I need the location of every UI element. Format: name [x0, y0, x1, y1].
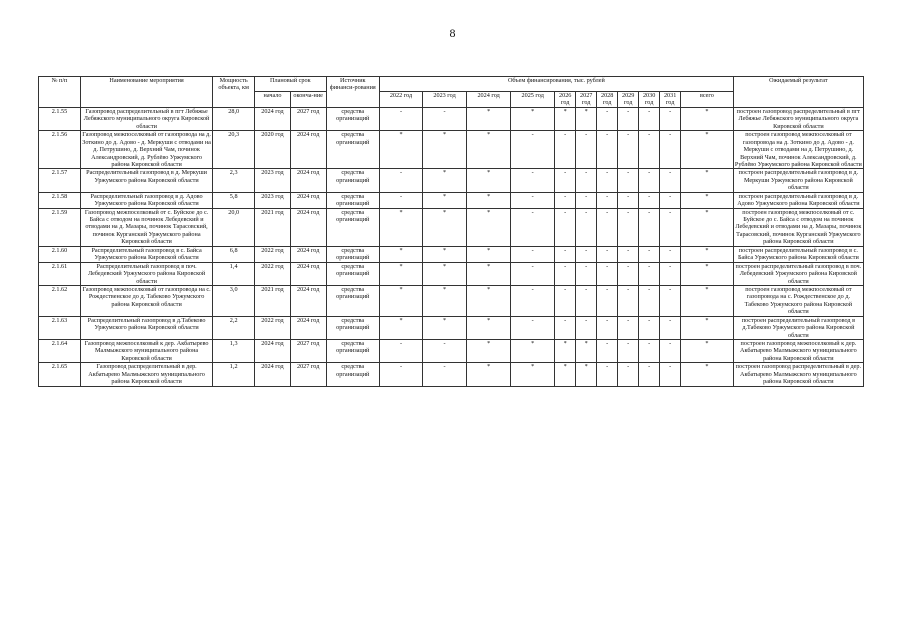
header-funding: Объем финансирования, тыс. рублей — [380, 77, 734, 92]
row-year-mark: - — [618, 340, 639, 363]
row-result: построен газопровод межпоселковый к дер. Акбатырево Малмыжского муниципального района Кировской области — [733, 340, 863, 363]
header-year: 2026 год — [555, 92, 576, 108]
row-year-mark: - — [511, 316, 555, 339]
row-year-mark: - — [618, 246, 639, 262]
row-capacity: 1,2 — [213, 363, 255, 386]
header-num: № п/п — [39, 77, 81, 108]
row-year-mark: * — [380, 316, 423, 339]
header-year: 2022 год — [380, 92, 423, 108]
row-number: 2.1.55 — [39, 107, 81, 130]
row-capacity: 20,0 — [213, 208, 255, 246]
row-year-mark: - — [660, 107, 681, 130]
row-year-mark: * — [467, 131, 511, 169]
row-year-mark: * — [511, 363, 555, 386]
row-capacity: 5,8 — [213, 192, 255, 208]
table-row — [39, 316, 864, 339]
row-year-mark: * — [467, 169, 511, 192]
table-body — [39, 107, 864, 386]
row-year-mark: - — [639, 208, 660, 246]
row-year-mark: * — [423, 262, 467, 285]
row-year-mark: - — [660, 285, 681, 316]
row-year-mark: * — [423, 285, 467, 316]
row-end: 2024 год — [290, 131, 326, 169]
row-start: 2021 год — [255, 285, 291, 316]
row-year-mark: - — [555, 316, 576, 339]
row-number: 2.1.62 — [39, 285, 81, 316]
table-row — [39, 192, 864, 208]
row-year-mark: - — [618, 131, 639, 169]
row-source: средства организаций — [326, 192, 380, 208]
row-year-mark: - — [380, 363, 423, 386]
row-year-mark: - — [597, 340, 618, 363]
row-name: Газопровод межпоселковый к дер. Акбатырево Малмыжского муниципального района Кировской области — [80, 340, 212, 363]
header-result: Ожидаемый результат — [733, 77, 863, 108]
row-year-mark: - — [380, 192, 423, 208]
row-year-mark: * — [467, 285, 511, 316]
row-name: Газопровод межпоселковый от газопровода на д. Зоткино до д. Адово - д. Меркуши с отводами на д. Петрушино, д. Верхний Чам, починок Александровский, д. Рублёво Уржумского района Кировской области — [82, 131, 211, 168]
row-year-mark: * — [423, 208, 467, 246]
table-row — [39, 208, 864, 246]
row-year-mark: - — [380, 107, 423, 130]
row-year-mark: - — [639, 285, 660, 316]
row-year-mark: - — [555, 208, 576, 246]
row-year-mark: - — [511, 285, 555, 316]
row-name: Распределительный газопровод в д. Адово Уржумского района Кировской области — [80, 192, 212, 208]
row-year-mark: - — [639, 262, 660, 285]
row-end: 2024 год — [290, 262, 326, 285]
header-year: 2030 год — [639, 92, 660, 108]
table-row — [39, 285, 864, 316]
row-source: средства организаций — [326, 107, 380, 130]
row-year-mark: - — [597, 169, 618, 192]
row-start: 2024 год — [255, 107, 291, 130]
row-year-mark: - — [380, 340, 423, 363]
row-year-mark: - — [555, 169, 576, 192]
row-total-mark: * — [681, 131, 734, 169]
page-number: 8 — [449, 26, 456, 40]
row-end: 2027 год — [290, 340, 326, 363]
row-year-mark: - — [511, 208, 555, 246]
row-capacity: 28,0 — [213, 107, 255, 130]
row-result: построен распределительный газопровод в с. Байса Уржумского района Кировской области — [733, 246, 863, 262]
row-start: 2023 год — [255, 169, 291, 192]
header-year: 2031 год — [660, 92, 681, 108]
row-capacity: 1,4 — [213, 262, 255, 285]
row-total-mark: * — [681, 262, 734, 285]
row-year-mark: - — [597, 363, 618, 386]
header-year: 2024 год — [467, 92, 511, 108]
row-name: Газопровод распределительный в пгт Лебяжье Лебяжского муниципального округа Кировской области — [80, 107, 212, 130]
row-year-mark: - — [639, 340, 660, 363]
row-number: 2.1.57 — [39, 169, 81, 192]
row-year-mark: - — [618, 316, 639, 339]
row-year-mark: - — [555, 192, 576, 208]
row-year-mark: - — [618, 285, 639, 316]
row-year-mark: * — [467, 316, 511, 339]
row-year-mark: - — [380, 169, 423, 192]
row-number: 2.1.61 — [39, 262, 81, 285]
header-period: Плановый срок — [255, 77, 326, 92]
row-source: средства организаций — [326, 316, 380, 339]
row-year-mark: - — [511, 246, 555, 262]
row-total-mark: * — [681, 246, 734, 262]
row-name: Газопровод межпоселковый от газопровода на с. Рождественское до д. Табеково Уржумского района Кировской области — [80, 285, 212, 316]
row-year-mark: * — [511, 340, 555, 363]
row-year-mark: - — [597, 107, 618, 130]
row-year-mark: - — [660, 169, 681, 192]
table-row — [39, 340, 864, 363]
row-year-mark: - — [511, 262, 555, 285]
row-result: построен распределительный газопровод в поч. Лебедевский Уржумского района Кировской области — [733, 262, 863, 285]
row-source: средства организаций — [326, 262, 380, 285]
row-number: 2.1.64 — [39, 340, 81, 363]
row-year-mark: - — [423, 363, 467, 386]
row-year-mark: - — [576, 131, 597, 169]
row-capacity: 20,3 — [213, 131, 255, 169]
header-total: всего — [681, 92, 734, 108]
row-number: 2.1.63 — [39, 316, 81, 339]
row-year-mark: * — [576, 363, 597, 386]
row-year-mark: * — [467, 340, 511, 363]
row-result: построен газопровод межпоселковый от газопровода на д. Зоткино до д. Адово - д. Меркуши с отводами на д. Петрушино, д. Верхний Чам, починок Александровский, д. Рублёво Уржумского района Кировской области — [734, 131, 862, 168]
table-row — [39, 107, 864, 130]
header-year: 2028 год — [597, 92, 618, 108]
row-result: построен газопровод распределительный в пгт Лебяжье Лебяжского муниципального округа Кировской области — [733, 107, 863, 130]
row-year-mark: * — [467, 192, 511, 208]
row-year-mark: - — [660, 316, 681, 339]
row-source: средства организаций — [326, 169, 380, 192]
row-year-mark: - — [576, 262, 597, 285]
row-year-mark: * — [511, 107, 555, 130]
row-name: Распределительный газопровод в д.Табеково Уржумского района Кировской области — [80, 316, 212, 339]
row-year-mark: - — [423, 107, 467, 130]
table-row — [39, 246, 864, 262]
row-source: средства организаций — [326, 131, 380, 169]
row-year-mark: * — [467, 246, 511, 262]
row-start: 2022 год — [255, 246, 291, 262]
row-capacity: 1,3 — [213, 340, 255, 363]
table-row — [39, 169, 864, 192]
row-source: средства организаций — [326, 340, 380, 363]
row-year-mark: - — [618, 192, 639, 208]
row-start: 2023 год — [255, 192, 291, 208]
row-year-mark: - — [576, 192, 597, 208]
row-result: построен распределительный газопровод в д.Табеково Уржумского района Кировской области — [733, 316, 863, 339]
row-year-mark: - — [618, 262, 639, 285]
row-year-mark: - — [423, 340, 467, 363]
row-capacity: 2,3 — [213, 169, 255, 192]
row-year-mark: - — [639, 107, 660, 130]
row-year-mark: * — [380, 246, 423, 262]
row-source: средства организаций — [326, 363, 380, 386]
table-header — [39, 77, 864, 108]
row-end: 2027 год — [290, 363, 326, 386]
row-total-mark: * — [681, 340, 734, 363]
row-year-mark: - — [618, 107, 639, 130]
header-start: начало — [255, 92, 291, 108]
row-year-mark: - — [511, 192, 555, 208]
row-year-mark: - — [555, 262, 576, 285]
row-end: 2024 год — [290, 316, 326, 339]
row-year-mark: - — [639, 192, 660, 208]
row-capacity: 3,0 — [213, 285, 255, 316]
row-year-mark: - — [597, 285, 618, 316]
header-year: 2023 год — [423, 92, 467, 108]
row-name: Газопровод межпоселковый от с. Буйское до с. Байса с отводом на починок Лебедевский и отводами на д. Мазары, починок Тарасовский, починок Курганский Уржумского района Кировской области — [80, 208, 212, 246]
row-start: 2020 год — [255, 131, 291, 169]
row-year-mark: - — [660, 262, 681, 285]
row-start: 2024 год — [255, 340, 291, 363]
row-year-mark: * — [380, 262, 423, 285]
row-year-mark: - — [660, 131, 681, 169]
row-source: средства организаций — [326, 285, 380, 316]
row-result: построен газопровод межпоселковый от газопровода на с. Рождественское до д. Табеково Уржумского района Кировской области — [733, 285, 863, 316]
table-row — [39, 262, 864, 285]
row-year-mark: - — [639, 246, 660, 262]
table-row — [39, 131, 864, 169]
row-start: 2021 год — [255, 208, 291, 246]
row-total-mark: * — [681, 285, 734, 316]
header-year: 2029 год — [618, 92, 639, 108]
row-year-mark: - — [576, 169, 597, 192]
row-name: Распределительный газопровод в поч. Лебедевский Уржумского района Кировской области — [80, 262, 212, 285]
row-total-mark: * — [681, 208, 734, 246]
row-year-mark: - — [597, 246, 618, 262]
row-end: 2027 год — [290, 107, 326, 130]
row-year-mark: - — [639, 131, 660, 169]
row-result: построен распределительный газопровод в д. Меркуши Уржумского района Кировской области — [733, 169, 863, 192]
row-year-mark: - — [555, 285, 576, 316]
row-year-mark: - — [555, 246, 576, 262]
row-year-mark: - — [660, 246, 681, 262]
row-year-mark: - — [639, 363, 660, 386]
row-year-mark: - — [597, 192, 618, 208]
row-year-mark: * — [467, 208, 511, 246]
row-year-mark: - — [597, 316, 618, 339]
row-year-mark: * — [555, 107, 576, 130]
row-year-mark: - — [597, 208, 618, 246]
row-year-mark: - — [576, 208, 597, 246]
program-table — [38, 76, 864, 387]
row-total-mark: * — [681, 316, 734, 339]
row-year-mark: * — [467, 262, 511, 285]
header-year: 2027 год — [576, 92, 597, 108]
row-year-mark: * — [467, 363, 511, 386]
row-year-mark: * — [423, 169, 467, 192]
row-year-mark: * — [380, 208, 423, 246]
row-year-mark: * — [423, 246, 467, 262]
header-name: Наименование мероприятия — [80, 77, 212, 108]
row-year-mark: - — [511, 131, 555, 169]
row-end: 2024 год — [290, 285, 326, 316]
row-year-mark: * — [555, 340, 576, 363]
row-number: 2.1.56 — [39, 131, 81, 169]
row-year-mark: - — [597, 262, 618, 285]
row-start: 2022 год — [255, 262, 291, 285]
row-end: 2024 год — [290, 246, 326, 262]
row-result: построен распределительный газопровод в д. Адово Уржумского района Кировской области — [733, 192, 863, 208]
row-year-mark: * — [576, 107, 597, 130]
row-source: средства организаций — [326, 208, 380, 246]
row-number: 2.1.59 — [39, 208, 81, 246]
row-year-mark: * — [380, 131, 423, 169]
row-total-mark: * — [681, 192, 734, 208]
row-year-mark: - — [597, 131, 618, 169]
row-year-mark: * — [380, 285, 423, 316]
row-year-mark: * — [423, 316, 467, 339]
row-year-mark: - — [618, 208, 639, 246]
row-end: 2024 год — [290, 169, 326, 192]
row-end: 2024 год — [290, 208, 326, 246]
header-source: Источник финанси-рования — [326, 77, 380, 108]
row-result: построен газопровод распределительный в дер. Акбатырево Малмыжского муниципального района Кировской области — [733, 363, 863, 386]
row-year-mark: * — [576, 340, 597, 363]
row-name: Газопровод распределительный в дер. Акбатырево Малмыжского муниципального района Кировской области — [80, 363, 212, 386]
row-year-mark: - — [576, 285, 597, 316]
row-year-mark: - — [618, 363, 639, 386]
row-total-mark: * — [681, 107, 734, 130]
row-year-mark: * — [467, 107, 511, 130]
row-year-mark: - — [511, 169, 555, 192]
row-name: Распределительный газопровод в с. Байса Уржумского района Кировской области — [80, 246, 212, 262]
header-end: оконча-ние — [290, 92, 326, 108]
row-year-mark: - — [639, 316, 660, 339]
row-year-mark: - — [576, 246, 597, 262]
row-start: 2024 год — [255, 363, 291, 386]
row-source: средства организаций — [326, 246, 380, 262]
row-year-mark: - — [660, 192, 681, 208]
row-year-mark: - — [660, 340, 681, 363]
row-year-mark: - — [576, 316, 597, 339]
row-result: построен газопровод межпоселковый от с. Буйское до с. Байса с отводом на починок Лебедевский и отводами на д. Мазары, починок Тарасовский, починок Курганский Уржумского района Кировской области — [733, 208, 863, 246]
row-capacity: 2,2 — [213, 316, 255, 339]
row-number: 2.1.60 — [39, 246, 81, 262]
row-end: 2024 год — [290, 192, 326, 208]
row-number: 2.1.58 — [39, 192, 81, 208]
row-total-mark: * — [681, 363, 734, 386]
row-name: Распределительный газопровод в д. Меркуши Уржумского района Кировской области — [80, 169, 212, 192]
row-start: 2022 год — [255, 316, 291, 339]
row-year-mark: * — [423, 192, 467, 208]
row-year-mark: * — [555, 363, 576, 386]
row-year-mark: - — [555, 131, 576, 169]
header-year: 2025 год — [511, 92, 555, 108]
row-total-mark: * — [681, 169, 734, 192]
row-year-mark: * — [423, 131, 467, 169]
row-year-mark: - — [660, 363, 681, 386]
row-number: 2.1.65 — [39, 363, 81, 386]
row-year-mark: - — [618, 169, 639, 192]
row-year-mark: - — [660, 208, 681, 246]
row-year-mark: - — [639, 169, 660, 192]
row-capacity: 6,8 — [213, 246, 255, 262]
table-row — [39, 363, 864, 386]
header-capacity: Мощность объекта, км — [213, 77, 255, 108]
